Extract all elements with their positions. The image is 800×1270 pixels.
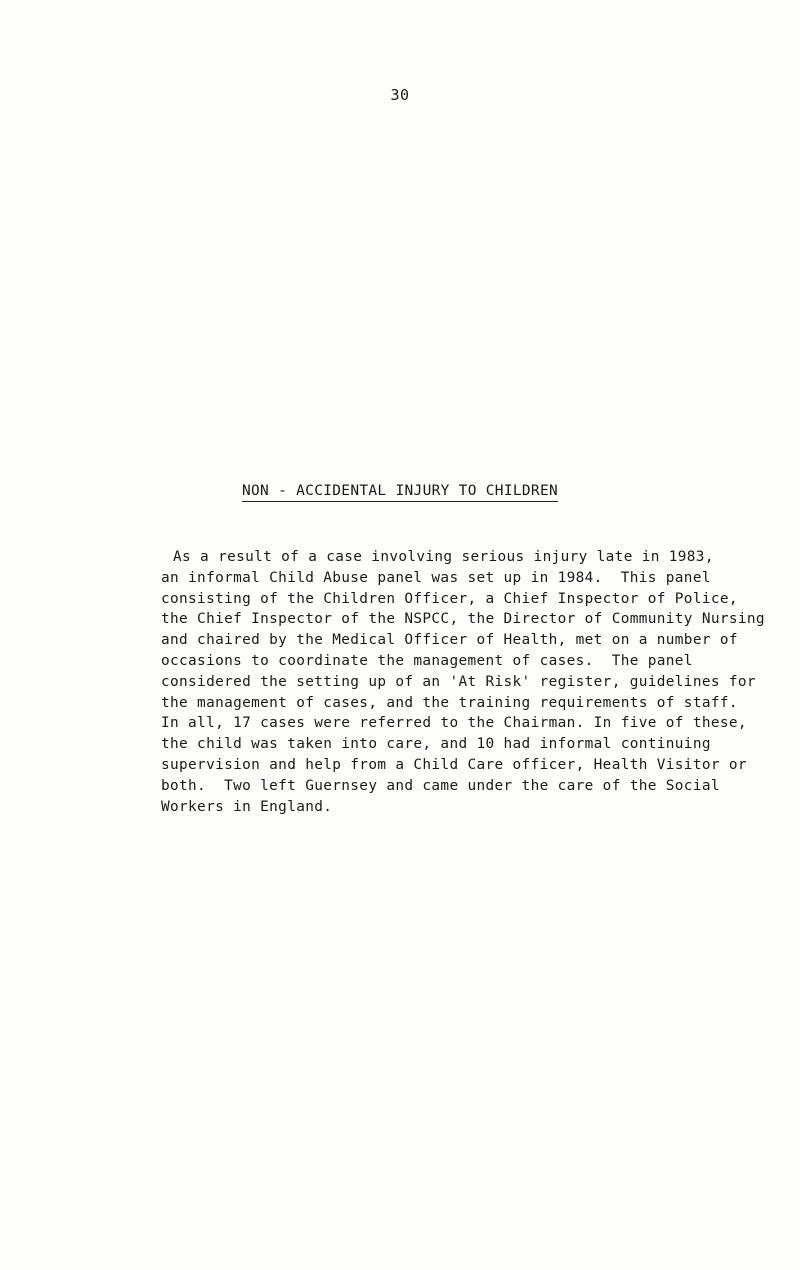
paragraph-line: occasions to coordinate the management of cases. The panel	[161, 652, 693, 669]
paragraph-line: the Chief Inspector of the NSPCC, the Director of Community Nursing	[161, 611, 765, 628]
paragraph-line: both. Two left Guernsey and came under the care of the Social	[161, 777, 720, 794]
page-number: 30	[390, 86, 410, 104]
paragraph-line: and chaired by the Medical Officer of Health, met on a number of	[161, 632, 738, 649]
paragraph-line: an informal Child Abuse panel was set up in 1984. This panel	[161, 569, 711, 586]
body-paragraph	[161, 547, 781, 817]
paragraph-line: Workers in England.	[161, 798, 333, 815]
paragraph-line: the child was taken into care, and 10 had informal continuing	[161, 736, 711, 753]
section-heading	[0, 483, 800, 499]
paragraph-line: As a result of a case involving serious injury late in 1983,	[173, 549, 714, 565]
paragraph-line: In all, 17 cases were referred to the Chairman. In five of these,	[161, 715, 747, 732]
paragraph-line: the management of cases, and the training requirements of staff.	[161, 694, 738, 711]
paragraph-line: considered the setting up of an 'At Risk' register, guidelines for	[161, 673, 756, 690]
paragraph-line: supervision and help from a Child Care officer, Health Visitor or	[161, 756, 747, 773]
section-heading-text: NON - ACCIDENTAL INJURY TO CHILDREN	[242, 483, 558, 502]
paragraph-line: consisting of the Children Officer, a Chief Inspector of Police,	[161, 590, 738, 607]
